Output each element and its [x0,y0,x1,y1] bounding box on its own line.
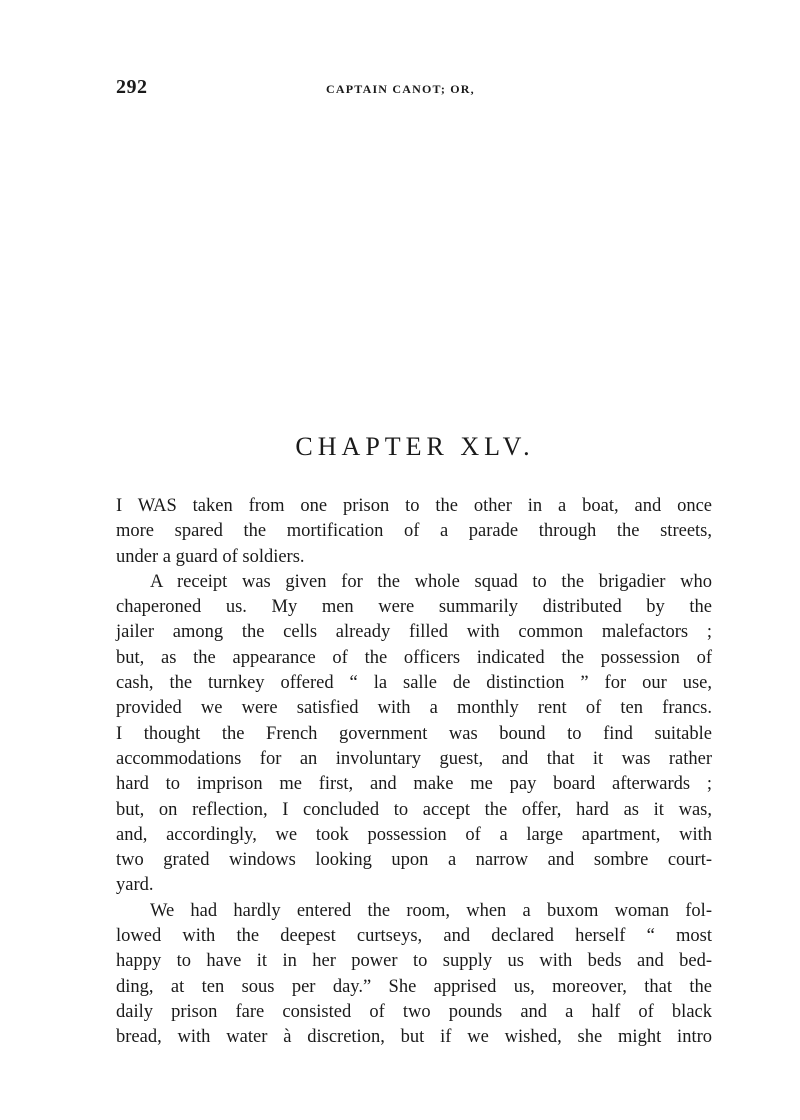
text-line: We had hardly entered the room, when a buxom woman fol- [150,900,712,921]
text-line: yard. [116,875,154,896]
text-line: chaperoned us. My men were summarily distributed by the [116,597,712,618]
text-line: A receipt was given for the whole squad to the brigadier who [150,571,712,592]
text-line: I WAS taken from one prison to the other in a boat, and once [116,496,712,516]
text-line: more spared the mortification of a parade through the streets, [116,521,712,542]
text-line: I thought the French government was bound to find suitable [116,723,712,744]
chapter-title: CHAPTER XLV. [295,432,535,461]
page-number: 292 [116,76,148,98]
text-line: but, on reflection, I concluded to accept the offer, hard as it was, [116,799,712,820]
text-line: happy to have it in her power to supply us with beds and bed- [116,951,712,972]
paragraph-1 [116,494,712,570]
paragraph-3 [116,899,712,1051]
text-line: but, as the appearance of the officers indicated the possession of [116,647,712,668]
text-line: and, accordingly, we took possession of a large apartment, with [116,824,712,845]
text-line: under a guard of soldiers. [116,546,305,567]
text-line: cash, the turnkey offered “ la salle de distinction ” for our use, [116,673,712,694]
text-line: daily prison fare consisted of two pounds and a half of black [116,1001,712,1022]
text-line: jailer among the cells already filled with common malefactors ; [116,622,712,643]
text-line: provided we were satisfied with a monthly rent of ten francs. [116,698,712,719]
paragraph-2 [116,570,712,899]
chapter-body [116,494,712,1051]
text-line: bread, with water à discretion, but if we wished, she might intro [116,1027,712,1048]
text-line: ding, at ten sous per day.” She apprised us, moreover, that the [116,976,712,997]
text-line: accommodations for an involuntary guest, and that it was rather [116,748,712,769]
text-line: two grated windows looking upon a narrow and sombre court- [116,850,712,871]
text-line: lowed with the deepest curtseys, and declared herself “ most [116,926,712,947]
text-line: hard to imprison me first, and make me pay board afterwards ; [116,774,712,795]
running-head: CAPTAIN CANOT; OR, [326,82,475,96]
